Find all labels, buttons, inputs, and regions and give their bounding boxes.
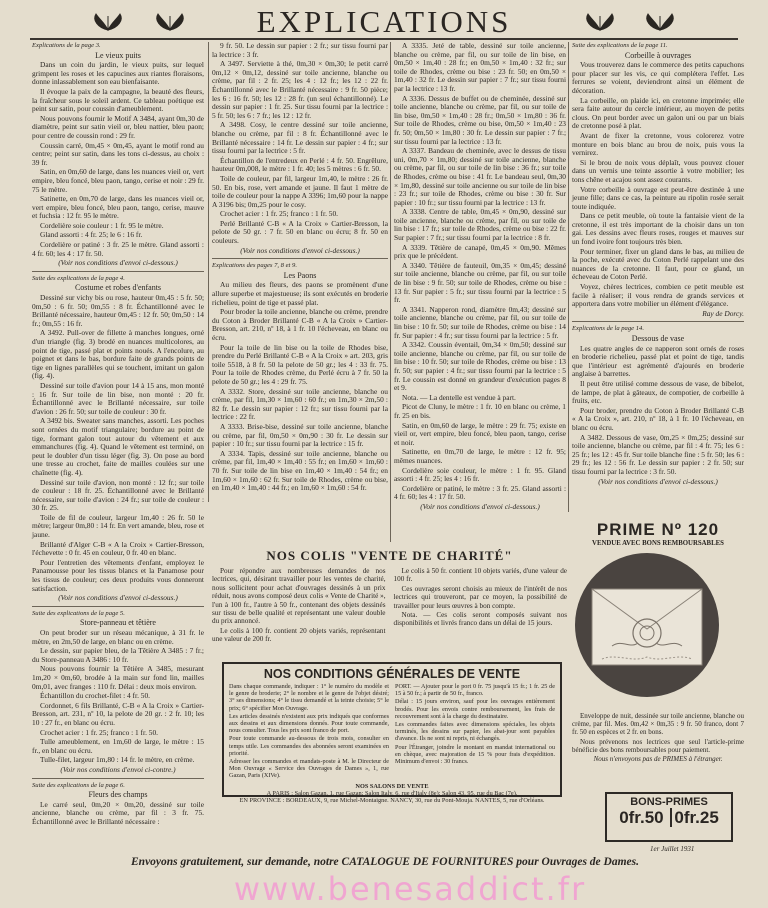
paragraph: A 3342. Coussin éventail, 0m,34 × 0m,50; dessiné sur toile ancienne, blanche ou crème, par fil, ou sur toile de lin bise : 10 fr. 50; sur toile de Rhodes, crème ou bise : 13 fr. 50; sur papier : 4 fr.; sur tissu fourni par la lectrice : 5 fr. Le coussin est donné en grandeur d'exécution pages 8 et 9. [394, 340, 566, 393]
note: (Voir nos conditions d'envoi ci-dessous.) [598, 476, 718, 486]
paragraph: Voyez, chères lectrices, combien ce petit meuble est facile à réaliser; il vous rendra de grands services et apportera dans votre mobilier un élément d'élégance. [572, 282, 744, 309]
paragraph: Pour broder la toile ancienne, blanche ou crème, prendre du Coton à Broder Brillanté C-B « A la Croix » Cartier-Bresson, art. 210, nº 18, à 1 fr. 10 l'écheveau, en blanc ou écru. [212, 307, 388, 342]
paragraph: Cordelière soie couleur : 1 fr. 95 le mètre. [40, 220, 164, 230]
note: (Voir nos conditions d'envoi ci-dessous.) [420, 501, 540, 511]
divider [212, 258, 388, 259]
paragraph: Au milieu des fleurs, des paons se promènent d'une allure superbe et majestueuse; ils sont exécutés en broderie richelieu, point de tige et passé plat. [212, 280, 388, 307]
section-ref: Suite des explications de la page 11. [572, 42, 668, 49]
section-heading: Corbeille à ouvrages [624, 50, 692, 60]
section-ref: Suite des explications de la page 6. [32, 781, 125, 789]
fleuron-icon [640, 10, 680, 32]
fleuron-icon [580, 10, 620, 32]
paragraph: Toile de fil de couleur, largeur 1m,40 : 26 fr. 50 le mètre; largeur 0m,80 : 14 fr. En vert amande, bleu, rose et jaune. [32, 512, 204, 540]
section-ref: Explications de la page 14. [572, 325, 644, 333]
page-title: EXPLICATIONS [256, 4, 512, 39]
paragraph: Dessiné sur toile d'avion pour 14 à 15 ans, mon monté : 16 fr. Sur toile de lin bise, non monté : 20 fr. Échantillonné avec le Brillanté nécessaire, sur toile d'avion : 26 fr. 50; sur toile de couleur : 30 fr. [32, 380, 204, 416]
catalogue-footer: Envoyons gratuitement, sur demande, notre CATALOGUE DE FOURNITURES pour Ouvrages de Dames. [131, 856, 639, 868]
paragraph: Dans chaque commande, indiquer : 1° le numéro du modèle et le genre de broderie; 2° le nombre et le genre de l'objet désiré; 3° ses dimensions; 4° le tissu demandé et la teinte choisie; 5° le prix; 6° spécifier Mon Ouvrage. [229, 683, 389, 712]
paragraph: Les commandes faites avec dimensions spéciales, les objets terminés, les dessins sur papier, les abat-jour sont payables d'avance. Ils ne sont ni repris, ni échangés. [395, 721, 555, 743]
salons-de-vente [229, 783, 555, 805]
issue-date: 1er Juillet 1931 [650, 845, 695, 853]
divider [32, 271, 204, 272]
paragraph: Satin, en 0m,60 de large, dans les nuances vieil or, vert empire, bleu foncé, bleu paon, tango, cerise et noir : 29 fr. 75 le mètre. [32, 167, 204, 194]
column-3 [394, 42, 566, 542]
paragraph: A 3333. Brise-bise, dessiné sur toile ancienne, blanche ou crème, par fil, 0m,50 × 0m,90 : 30 fr. Le dessin sur papier : 10 fr.; sur tissu fourni par la lectrice : 15 fr. [212, 421, 388, 449]
paragraph: Crochet acier : 1 fr. 25; franco : 1 fr. 50. [40, 727, 159, 737]
paragraph: Échantillon du crochet-filet : 4 fr. 50. [40, 691, 151, 701]
paragraph: Il peut être utilisé comme dessous de vase, de bibelot, de lampe, de plat à gâteaux, de compotier, de corbeille à fruits, etc. [572, 378, 744, 406]
paragraph: 9 fr. 50. Le dessin sur papier : 2 fr.; sur tissu fourni par la lectrice : 3 fr. [212, 41, 388, 59]
paragraph: Cordonnet, 6 fils Brillanté, C-B « A la Croix » Cartier-Bresson, art. 231, nº 10, la pelote de 20 gr. : 2 fr. 10; les 10 : 27 fr., en blanc ou écru. [32, 700, 204, 727]
colis-left [212, 567, 386, 645]
bons-primes-box [605, 792, 733, 842]
paragraph: Adresser les commandes et mandats-poste à M. le Directeur de Mon Ouvrage « Service des Ouvrages de Dames », 1, rue Gazan, Paris (XIVe). [229, 758, 389, 780]
paragraph: Le dessin, sur papier bleu, de la Têtière A 3485 : 7 fr.; du Store-panneau A 3486 : 10 fr. [32, 646, 204, 664]
colis-right [394, 567, 568, 645]
paragraph: Le colis à 100 fr. contient 20 objets variés, représentant une valeur de 200 fr. [212, 626, 386, 644]
paragraph: A 3336. Dessus de buffet ou de cheminée, dessiné sur toile ancienne, blanche ou crème, par fil, ou sur toile de lin bise, 0m,50 × 1m,40 : 28 fr.; 0m,50 × 1m,80 : 36 fr. Sur toile de Rhodes, crème ou bise, 0m,50 × 1m,40 : 23 fr. 50; 0m,50 × 1m,80 : 30 fr. Le dessin sur papier : 7 fr.; sur tissu fourni par la lectrice : 13 fr. [394, 93, 566, 146]
paragraph: Le colis à 50 fr. contient 10 objets variés, d'une valeur de 100 fr. [393, 567, 567, 584]
paragraph: Cordelière or patiné : 3 fr. 25 le mètre. Gland assorti : 4 fr. 60; les 4 : 17 fr. 50. [32, 240, 204, 258]
section-ref: Explications des pages 7, 8 et 9. [212, 262, 297, 270]
paragraph: Satinette, en 0m,70 de large, le mètre : 12 fr. 95; mêmes nuances. [394, 447, 566, 465]
prime-title: PRIME Nº 120 [596, 520, 720, 539]
paragraph: A 3497. Serviette à thé, 0m,30 × 0m,30; le petit carré 0m,12 × 0m,12, dessiné sur toile ancienne, blanche ou crème, par fil : 2 fr. 25; les 4 : 12 fr.; les 12 : 22 fr. Échantillonné avec le Brillanté nécessaire : 9 fr. 50 pièce; les 6 : 16 fr. 50; les 12 : 28 fr. (un seul échantillonné). Le dessin sur papier : 1 fr. 25. Sur tissu fourni par la lectrice : 5 fr. 50; les 6 : 7 fr.; les 12 : 12 fr. [212, 59, 388, 120]
paragraph: Toile de couleur, par fil, largeur 1m,40, le mètre : 26 fr. 50. En bis, rose, vert amande et jaune. Il faut 1 mètre de toile de couleur pour la nappe A 3396; 1m,60 pour la nappe A 3196 bis; 0m,25 pour le cosy. [212, 173, 388, 209]
paragraph: Perlé Brillanté C-B « A la Croix » Cartier-Bresson, la pelote de 50 gr. : 7 fr. 50 en blanc ou écru; 8 fr. 50 en couleurs. [212, 218, 388, 246]
section-heading: Les Paons [283, 270, 317, 280]
paragraph: A 3340. Têtière de fauteuil, 0m,35 × 0m,45; dessiné sur toile ancienne, blanche ou crème, par fil, ou sur toile de lin bise : 9 fr. 50; sur toile de Rhodes, crème ou bise : 13 fr. Sur papier : 5 fr.; sur tissu fourni par la lectrice : 5 fr. [394, 260, 566, 305]
paragraph: Nous pouvons fournir le Motif A 3484, ayant 0m,30 de diamètre, peint sur satin vieil or, bleu nattier, bleu paon; pour centre de coussin rond : 29 fr. [32, 113, 204, 140]
note: (Voir nos conditions d'envoi ci-dessous.) [240, 245, 360, 255]
column-4 [572, 42, 744, 507]
page-header [0, 4, 768, 38]
conditions-right [395, 683, 555, 781]
embroidered-envelope-illustration [572, 551, 722, 699]
paragraph: Les quatre angles de ce napperon sont ornés de roses en broderie richelieu, passé plat et point de tige, tandis que l'intérieur est agrémenté d'ajourés en broderie anglaise à barrettes. [572, 343, 744, 379]
paragraph: Pour broder, prendre du Coton à Broder Brillanté C-B « A la Croix », art. 210, nº 18, à 1 fr. 10 l'écheveau, en blanc ou écru. [572, 405, 744, 432]
author-signature: Ray de Dorcy. [702, 308, 744, 318]
divider [572, 321, 744, 322]
paragraph: Coussin carré, 0m,45 × 0m,45, ayant le motif rond au centre; peint sur satin, dans les tons ci-dessus, au choix : 39 fr. [32, 140, 204, 167]
paragraph: Picot de Cluny, le mètre : 1 fr. 10 en blanc ou crème, 1 fr. 25 en bis. [394, 402, 566, 420]
conditions-title: NOS CONDITIONS GÉNÉRALES DE VENTE [263, 667, 521, 681]
divider [32, 778, 204, 779]
site-watermark: www.benesaddict.fr [233, 870, 587, 908]
paragraph: Le carré seul, 0m,20 × 0m,20, dessiné sur toile ancienne, blanche ou crème, par fil : 3 fr. 75. Échantillonné avec le Brillanté nécessaire : [32, 799, 204, 826]
bons-prices [607, 808, 731, 828]
note: (Voir nos conditions d'envoi ci-dessous.) [58, 593, 178, 603]
paragraph: Cordelière or patiné, le mètre : 3 fr. 25. Gland assorti : 4 fr. 60; les 4 : 17 fr. 50. [394, 483, 566, 502]
paragraph: Échantillon de l'entredeux en Perlé : 4 fr. 50. Engrêlure, hauteur 0m,008, le mètre : 1 fr. 40; les 5 mètres : 6 fr. 50. [212, 155, 388, 174]
paragraph: Ces ouvrages seront choisis au mieux de l'intérêt de nos lectrices qui trouveront, par ce moyen, la possibilité de travailler pour leurs œuvres à bon compte. [393, 584, 567, 610]
paragraph: A 3492. Pull-over de fillette à manches longues, orné d'un triangle (fig. 3) brodé en nuances multicolores, au point de tige, passé plat et points noués. A l'encolure, au poignet et dans le bas, bordure faite de grands points de tige en lignes parallèles qui se touchent, imitant un galon (fig. 4). [32, 328, 204, 381]
column-1 [32, 42, 204, 826]
paragraph: Brillanté d'Alger C-B « A la Croix » Cartier-Bresson, l'échevette : 0 fr. 45 en couleur, 0 fr. 40 en blanc. [32, 539, 204, 558]
paragraph: Pour toute commande au-dessous de trois mois, consulter en temps utile. Les commandes des abonnées seront examinées en priorité. [229, 735, 389, 757]
paragraph: A 3482. Dessous de vase, 0m,25 × 0m,25; dessiné sur toile ancienne, blanche ou crème, par fil : 4 fr. 75; les 6 : 25 fr.; les 12 : 45 fr. Sur toile blanche fine : 5 fr. 50; les 6 : 29 fr.; les 12 : 56 fr. Le dessin sur papier : 2 fr. 50; sur tissu fourni par la lectrice : 3 fr. 50. [572, 432, 745, 476]
paragraph: Enveloppe de nuit, dessinée sur toile ancienne, blanche ou crème, par fil. Mes. 0m,42 × 0m,35 : 9 fr. 50 franco, dont 7 fr. 50 en espèces et 2 fr. en bons. [572, 712, 744, 737]
paragraph: PORT. — Ajouter pour le port 0 fr. 75 jusqu'à 15 fr.; 1 fr. 25 de 15 à 50 fr.; à partir de 50 fr., franco. [395, 683, 555, 698]
divider [32, 606, 204, 607]
paragraph: Votre corbeille à ouvrage est peut-être destinée à une jeune fille; dans ce cas, la peinture au ripolin rosée serait toute indiquée. [572, 184, 744, 211]
column-2 [212, 42, 388, 542]
paragraph: Dans un coin du jardin, le vieux puits, sur lequel grimpent les roses et les capucines aux riantes floraisons, donne inlassablement son eau bienfaisante. [32, 60, 204, 87]
paragraph: Pour terminer, fixer un gland dans le bas, au milieu de la poche, exécuté avec du Coton Perlé rappelant une des nuances de la cretonne. Il faut, pour ce gland, un écheveau de Coton Perlé. [572, 246, 744, 282]
note: Nous n'envoyons pas de PRIMES à l'étranger. [593, 755, 723, 764]
salons-title: NOS SALONS DE VENTE [355, 782, 429, 790]
paragraph: Les articles dessinés n'existent aux prix indiqués que conformes aux dessins et aux dimensions donnés. Pour toute commande, nous consulter. Tous les prix sont franco de port. [229, 712, 389, 735]
paragraph: Pour répondre aux nombreuses demandes de nos lectrices, qui, désirant travailler pour les ventes de charité, nous sollicitent pour achat d'ouvrages dessinés à un prix réduit, nous avons composé deux colis « Vente de Charité », l'un à 100 fr., l'autre à 50 fr., contenant des objets dessinés sur tissu de belle qualité et représentant une valeur double du prix annoncé. [212, 567, 386, 626]
paragraph: A 3338. Centre de table, 0m,45 × 0m,90, dessiné sur toile ancienne, blanche ou crème, par fil, ou sur toile de lin bise : 17 fr.; sur toile de Rhodes, crème ou bise : 22 fr. Sur papier : 7 fr.; sur tissu fourni par la lectrice : 8 fr. [394, 207, 566, 243]
section-heading: Fleurs des champs [88, 790, 148, 800]
paragraph: Dessiné sur toile d'avion, non monté : 12 fr.; sur toile de couleur : 18 fr. 25. Échantillonné avec le Brillanté nécessaire, sur toile d'avion : 24 fr.; sur toile de couleur : 30 fr. 25. [32, 477, 204, 513]
prime-section [572, 520, 744, 764]
header-rule [30, 38, 738, 40]
salons-paris: A PARIS : Salon Gazan, 1, rue Gazan; Salon Italy, 6, rue d'Italy (8e); Salon 43, 95, rue du Bac (7e). [266, 790, 518, 798]
paragraph: A 3341. Napperon rond, diamètre 0m,43; dessiné sur toile ancienne, blanche ou crème, par fil, ou sur toile de lin bise : 10 fr. 50; sur toile de Rhodes, crème ou bise : 14 fr. Sur papier : 4 fr.; sur tissu fourni par la lectrice : 5 fr. [394, 304, 566, 340]
note: (Voir nos conditions d'envoi ci-contre.) [60, 764, 176, 774]
paragraph: Pour la toile de lin bise ou la toile de Rhodes bise, prendre du Perlé Brillanté C-B « A la Croix » art. 203, gris toile 5518, à 8 fr. 50 la pelote de 50 gr.; les 4 : 33 fr. 75. Pour la toile de Rhodes crème, du Perlé écru à 7 fr. 50 la pelote de 50 gr.; les 4 : 29 fr. 75. [212, 342, 388, 386]
paragraph: Vous trouverez dans le commerce des petits capuchons pour placer sur les vis, ce qui complétera l'effet. Les ferrures se voient, deviendront ainsi un élément de décoration. [572, 60, 744, 95]
conditions-left [229, 683, 389, 781]
column-divider [208, 42, 209, 502]
paragraph: A 3332. Store, dessiné sur toile ancienne, blanche ou crème, par fil, 1m,30 × 1m,60 : 60 fr.; en 1m,30 × 2m,50 : 82 fr. Le dessin sur papier : 12 fr.; sur tissu fourni par la lectrice : 22 fr. [212, 386, 388, 422]
paragraph: Pour l'entretien des vêtements d'enfant, employez le Panamousse pour les tissus blancs et la Panamose pour les tissus de couleur; ces deux produits vous donneront satisfaction. [32, 557, 204, 593]
section-ref: Suite des explications de la page 5. [32, 609, 125, 617]
paragraph: Cordelière soie couleur, le mètre : 1 fr. 95. Gland assorti : 4 fr. 25; les 4 : 16 fr. [394, 465, 566, 484]
paragraph: Nous prévenons nos lectrices que seul l'article-prime bénéficie des bons remboursables pour paiement. [572, 737, 744, 754]
colis-body [212, 567, 567, 645]
paragraph: Dessiné sur vichy bis ou rose, hauteur 0m,45 : 5 fr. 50; 0m,50 : 6 fr. 50; 0m,55 : 8 fr. Échantillonné avec le Brillanté nécessaire, hauteur 0m,45 : 12 fr. 50; 0m,50 : 14 fr.; 0m,55 : 16 fr. [32, 293, 204, 328]
section-heading: Costume et robes d'enfants [74, 283, 162, 293]
bon-price-a: 0fr.50 [619, 808, 664, 827]
prime-text [572, 712, 744, 763]
paragraph: Crochet acier : 1 fr. 25; franco : 1 fr. 50. [220, 209, 339, 219]
paragraph: Pour l'Étranger, joindre le montant en mandat international ou en chèque, avec majoration de 15 % pour frais d'expédition. Minimum d'envoi : 30 francs. [395, 743, 555, 766]
conditions-body [229, 683, 555, 781]
paragraph: A 3492 bis. Sweater sans manches, assorti. Les poches sont ornées du motif triangulaire; bordure au point de tige, formant galon tout autour du vêtement et aux emmanchures (fig. 4). Quand le vêtement est terminé, on peut le doubler d'un tissu léger (fig. 3). On pose au bord une tresse au crochet, faite de mailles coulées sur une chaînette (fig. 4). [32, 416, 204, 477]
section-heading: Dessous de vase [631, 334, 685, 343]
bon-price-b: 0fr.25 [674, 808, 719, 827]
section-heading: Store-panneau et têtière [80, 618, 156, 628]
paragraph: Satin, en 0m,60 de large, le mètre : 29 fr. 75; existe en vieil or, vert empire, bleu foncé, bleu paon, tango, cerise et noir. [394, 420, 566, 447]
conditions-box [222, 662, 562, 805]
paragraph: Si le brou de noix vous déplaît, vous pouvez clouer dans un vernis une teinte assortie à votre mobilier; les tons chêne et acajou sont assez courants. [572, 157, 744, 184]
section-heading: Le vieux puits [95, 50, 141, 60]
bons-title: BONS-PRIMES [630, 796, 708, 808]
salons-province: EN PROVINCE : BORDEAUX, 9, rue Michel-Montaigne. NANCY, 30, rue du Pont-Mouja. NANTES, 5, rue d'Orléans. [239, 797, 545, 805]
paragraph: Avant de fixer la cretonne, vous colorerez votre monture en bois blanc au brou de noix, puis vous la vernirez. [572, 130, 744, 158]
paragraph: Tulle ameublement, en 1m,60 de large, le mètre : 15 fr., en blanc ou écru. [32, 737, 204, 755]
prime-subtitle: VENDUE AVEC BONS REMBOURSABLES [592, 540, 724, 547]
colis-charite-section [212, 548, 567, 656]
paragraph: Il évoque la paix de la campagne, la beauté des fleurs, la fraîcheur sous le soleil ardent. Ce tableau poétique est peint sur satin, pour coussin d'ameublement. [32, 86, 204, 114]
paragraph: Tulle-filet, largeur 1m,80 : 14 fr. le mètre, en crème. [40, 755, 195, 765]
paragraph: Nous pouvons fournir la Têtière A 3485, mesurant 1m,20 × 0m,60, brodée à la main sur fond lin, mailles 0m,01, avec franges : 110 fr. Délai : deux mois environ. [32, 664, 204, 691]
note: (Voir nos conditions d'envoi ci-dessous.) [58, 258, 178, 268]
paragraph: A 3339. Têtière de canapé, 0m,45 × 0m,90. Mêmes prix que le précédent. [394, 242, 566, 261]
column-divider [390, 42, 391, 542]
paragraph: La corbeille, on plaide ici, en cretonne imprimée; elle sera faite autour du cercle intérieur, au moyen de petits clous. On peut border avec un galon uni ou par un biais de cretonne posé à plat. [572, 95, 744, 131]
section-ref: Explications de la page 3. [32, 42, 101, 49]
paragraph: Gland assorti : 4 fr. 25; le 6 : 16 fr. [40, 230, 143, 240]
paragraph: Dans ce petit meuble, où toute la fantaisie vient de la cretonne, il est très important de la choisir dans un ton gai. Les dessins avec fleurs roses, rouges et mauves sur un fond ivoire font toujours très bien. [572, 211, 744, 247]
column-divider [568, 42, 569, 512]
paragraph: Satinette, en 0m,70 de large, dans les nuances vieil or, vert empire, bleu foncé, bleu paon, tango, cerise, mauve et fuchsia : 12 fr. 95 le mètre. [32, 194, 204, 221]
section-ref: Suite des explications de la page 4. [32, 274, 125, 282]
paragraph: Nota. — Ces colis seront composés suivant nos disponibilités et livrés franco dans un délai de 15 jours. [393, 611, 567, 628]
paragraph: A 3337. Bandeau de cheminée, avec le dessus de tissu uni, 0m,70 × 1m,80; dessiné sur toile ancienne, blanche ou crème, par fil, ou sur toile de lin bise : 36 fr.; sur toile de Rhodes, crème ou bise : 41 fr. Le bandeau seul, 0m,30 × 1m,80, dessiné sur toile ancienne ou sur toile de lin bise : 23 fr.; sur toile de Rhodes, crème ou bise : 30 fr. Sur papier : 10 fr.; sur tissu fourni par la lectrice : 13 fr. [394, 146, 566, 207]
paragraph: A 3498. Cosy, le centre dessiné sur toile ancienne, blanche ou crème, par fil : 8 fr. Échantillonné avec le Brillanté nécessaire : 14 fr. Le dessin sur papier : 4 fr.; sur tissu fourni par la lectrice : 5 fr. [212, 120, 388, 156]
paragraph: Nota. — La dentelle est vendue à part. [402, 392, 516, 402]
colis-title: NOS COLIS "VENTE DE CHARITÉ" [266, 548, 513, 563]
paragraph: On peut broder sur un réseau mécanique, à 31 fr. le mètre, en 2m,50 de large, en blanc ou en crème. [32, 628, 204, 646]
paragraph: A 3335. Jeté de table, dessiné sur toile ancienne, blanche ou crème, par fil, ou sur toile de lin bise, en 0m,50 × 1m,40 : 28 fr.; en 0m,50 × 1m,40 : 32 fr.; sur toile de Rhodes, crème ou bise : 23 fr. 50; en 0m,50 × 1m,40 : 32 fr. Le dessin sur papier : 7 fr.; sur tissu fourni par la lectrice : 13 fr. [394, 41, 566, 93]
paragraph: A 3334. Tapis, dessiné sur toile ancienne, blanche ou crème, par fil, 1m,40 × 1m,40 : 55 fr.; en 1m,60 × 1m,60 : 70 fr. Sur toile de lin bise en 1m,40 × 1m,40 : 54 fr.; en 1m,60 × 1m,60 : 62 fr. Sur toile de Rhodes, crème ou bise, en 1m,40 × 1m,40 : 44 fr.; en 1m,60 × 1m,60 : 54 fr. [212, 448, 388, 493]
paragraph: Délai : 15 jours environ, sauf pour les ouvrages entièrement brodés. Pour les envois contre remboursement, les frais de recouvrement sont à la charge du destinataire. [395, 698, 555, 720]
